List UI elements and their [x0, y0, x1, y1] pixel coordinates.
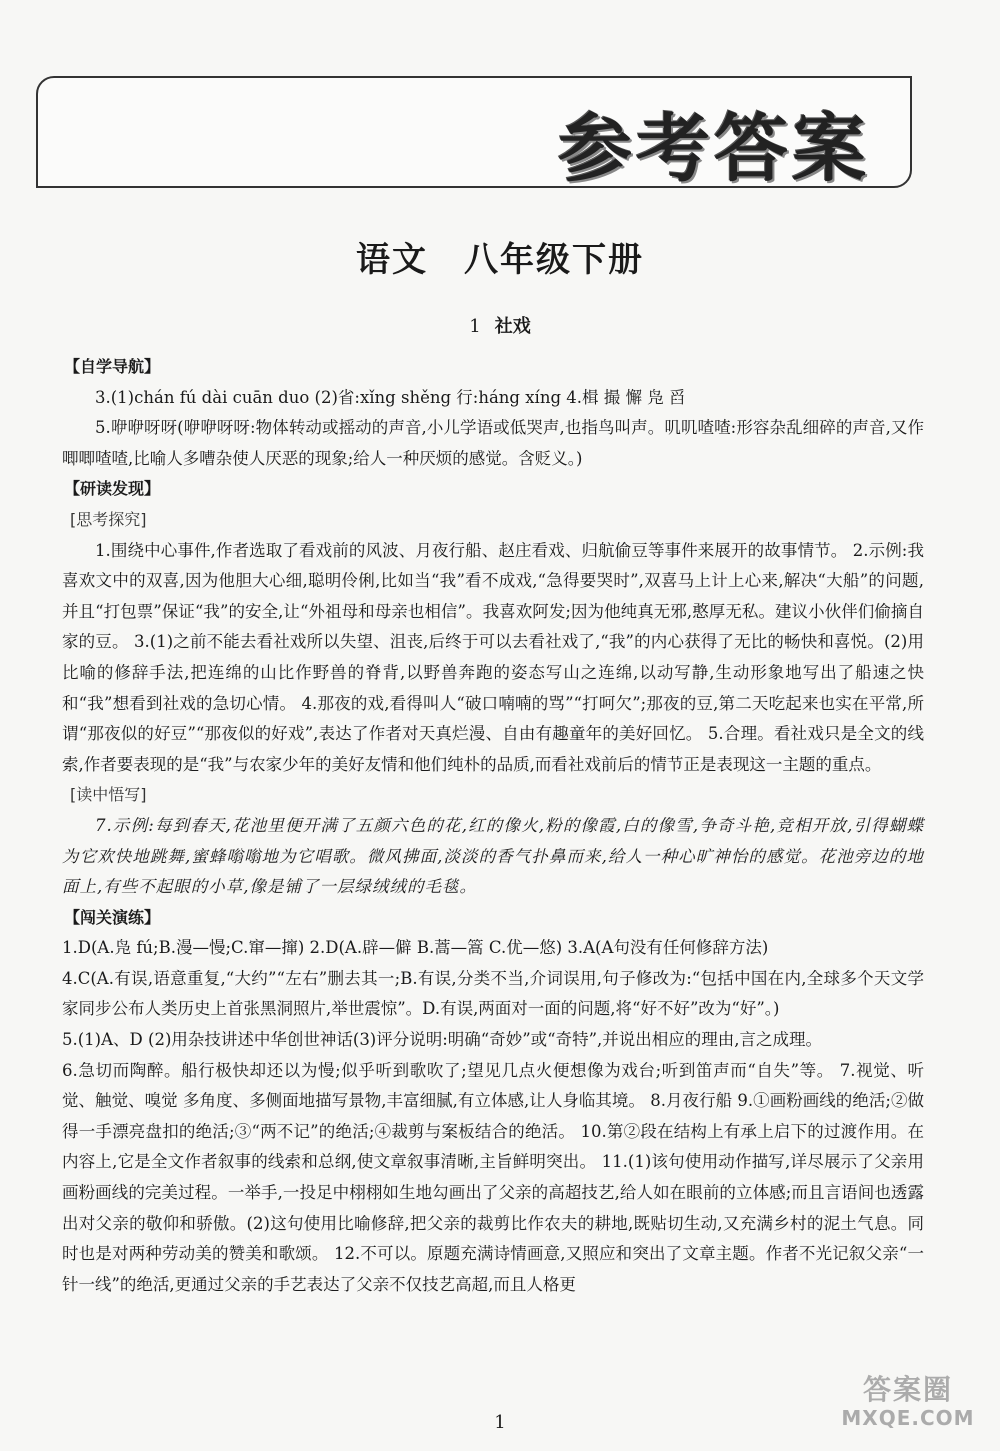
lesson-heading	[0, 312, 1000, 338]
answer-paragraph: 6.急切而陶醉。船行极快却还以为慢;似乎听到歌吹了;望见几点火便想像为戏台;听到笛声而“自失”等。 7.视觉、听觉、触觉、嗅觉 多角度、多侧面地描写景物,丰富细腻,有立体感,让人身临其境。 8.月夜行船 9.①画粉画线的绝活;②做得一手漂亮盘扣的绝活;③“两不记”的绝活;④裁剪与案板结合的绝活。 10.第②段在结构上有承上启下的过渡作用。在内容上,它是全文作者叙事的线索和总纲,使文章叙事清晰,主旨鲜明突出。 11.(1)该句使用动作描写,详尽展示了父亲用画粉画线的完美过程。一举手,一投足中栩栩如生地勾画出了父亲的高超技艺,给人如在眼前的立体感;而且言语间也透露出对父亲的敬仰和骄傲。(2)这句使用比喻修辞,把父亲的裁剪比作农夫的耕地,既贴切生动,又充满乡村的泥土气息。同时也是对两种劳动美的赞美和歌颂。 12.不可以。原题充满诗情画意,又照应和突出了文章主题。作者不光记叙父亲“一针一线”的绝活,更通过父亲的手艺表达了父亲不仅技艺高超,而且人格更	[62, 1060, 924, 1294]
section-heading-self-study: 【自学导航】	[64, 357, 161, 376]
subsection-heading-read-write: [读中悟写]	[70, 785, 147, 805]
lesson-title: 社戏	[494, 316, 531, 337]
section-heading-study: 【研读发现】	[64, 479, 161, 499]
answer-paragraph: 5.咿咿呀呀(咿咿呀呀:物体转动或摇动的声音,小儿学语或低哭声,也指鸟叫声。叽叽喳喳:形容杂乱细碎的声音,又作唧唧喳喳,比喻人多嘈杂使人厌恶的现象;给人一种厌烦的感觉。含贬义。)	[62, 418, 924, 468]
answer-paragraph: 1.D(A.凫 fú;B.漫—慢;C.窜—撺) 2.D(A.辟—僻 B.蒿—篙 C.优—悠) 3.A(A句没有任何修辞方法)	[62, 938, 769, 958]
handwritten-answer: 7.示例:每到春天,花池里便开满了五颜六色的花,红的像火,粉的像霞,白的像雪,争奇斗艳,竞相开放,引得蝴蝶为它欢快地跳舞,蜜蜂嗡嗡地为它唱歌。微风拂面,淡淡的香气扑鼻而来,给人一种心旷神怡的感觉。花池旁边的地面上,有些不起眼的小草,像是铺了一层绿绒绒的毛毯。	[62, 815, 924, 897]
answer-paragraph: 3.(1)chán fú dài cuān duo (2)省:xǐng shěng 行:háng xíng 4.楫 撮 懈 凫 舀	[95, 387, 686, 407]
grade-label: 八年级下册	[464, 240, 644, 280]
subject-label: 语文	[356, 240, 428, 280]
lesson-number: 1	[469, 316, 481, 337]
answer-paragraph: 1.围绕中心事件,作者选取了看戏前的风波、月夜行船、赵庄看戏、归航偷豆等事件来展开的故事情节。 2.示例:我喜欢文中的双喜,因为他胆大心细,聪明伶俐,比如当“我”看不成戏,“急得要哭时”,双喜马上计上心来,解决“大船”的问题,并且“打包票”保证“我”的安全,让“外祖母和母亲也相信”。我喜欢阿发;因为他纯真无邪,憨厚无私。建议小伙伴们偷摘自家的豆。 3.(1)之前不能去看社戏所以失望、沮丧,后终于可以去看社戏了,“我”的内心获得了无比的畅快和喜悦。(2)用比喻的修辞手法,把连绵的山比作野兽的脊背,以野兽奔跑的姿态写山之连绵,以动写静,生动形象地写出了船速之快和“我”想看到社戏的急切心情。 4.那夜的戏,看得叫人“破口喃喃的骂”“打呵欠”;那夜的豆,第二天吃起来也实在平常,所谓“那夜似的好豆”“那夜似的好戏”,表达了作者对天真烂漫、自由有趣童年的美好回忆。 5.合理。看社戏只是全文的线索,作者要表现的是“我”与农家少年的美好友情和他们纯朴的品质,而看社戏前后的情节正是表现这一主题的重点。	[62, 540, 924, 774]
page-number: 1	[494, 1412, 506, 1433]
watermark-url: MXQE.COM	[841, 1406, 975, 1430]
book-title	[0, 232, 1000, 281]
section-heading-practice: 【闯关演练】	[64, 907, 161, 927]
watermark-logo: 答案圈	[862, 1373, 953, 1406]
header-banner	[36, 76, 912, 192]
answer-paragraph: 4.C(A.有误,语意重复,“大约”“左右”删去其一;B.有误,分类不当,介词误用,句子修改为:“包括中国在内,全球多个天文学家同步公布人类历史上首张黑洞照片,举世震惊”。D.有误,两面对一面的问题,将“好不好”改为“好”。)	[62, 968, 924, 1019]
watermark	[838, 1373, 978, 1433]
answer-content	[62, 352, 924, 1300]
banner-title: 参考答案	[558, 106, 870, 192]
answer-paragraph: 5.(1)A、D (2)用杂技讲述中华创世神话(3)评分说明:明确“奇妙”或“奇特”,并说出相应的理由,言之成理。	[62, 1030, 823, 1050]
subsection-heading-think: [思考探究]	[70, 509, 147, 529]
